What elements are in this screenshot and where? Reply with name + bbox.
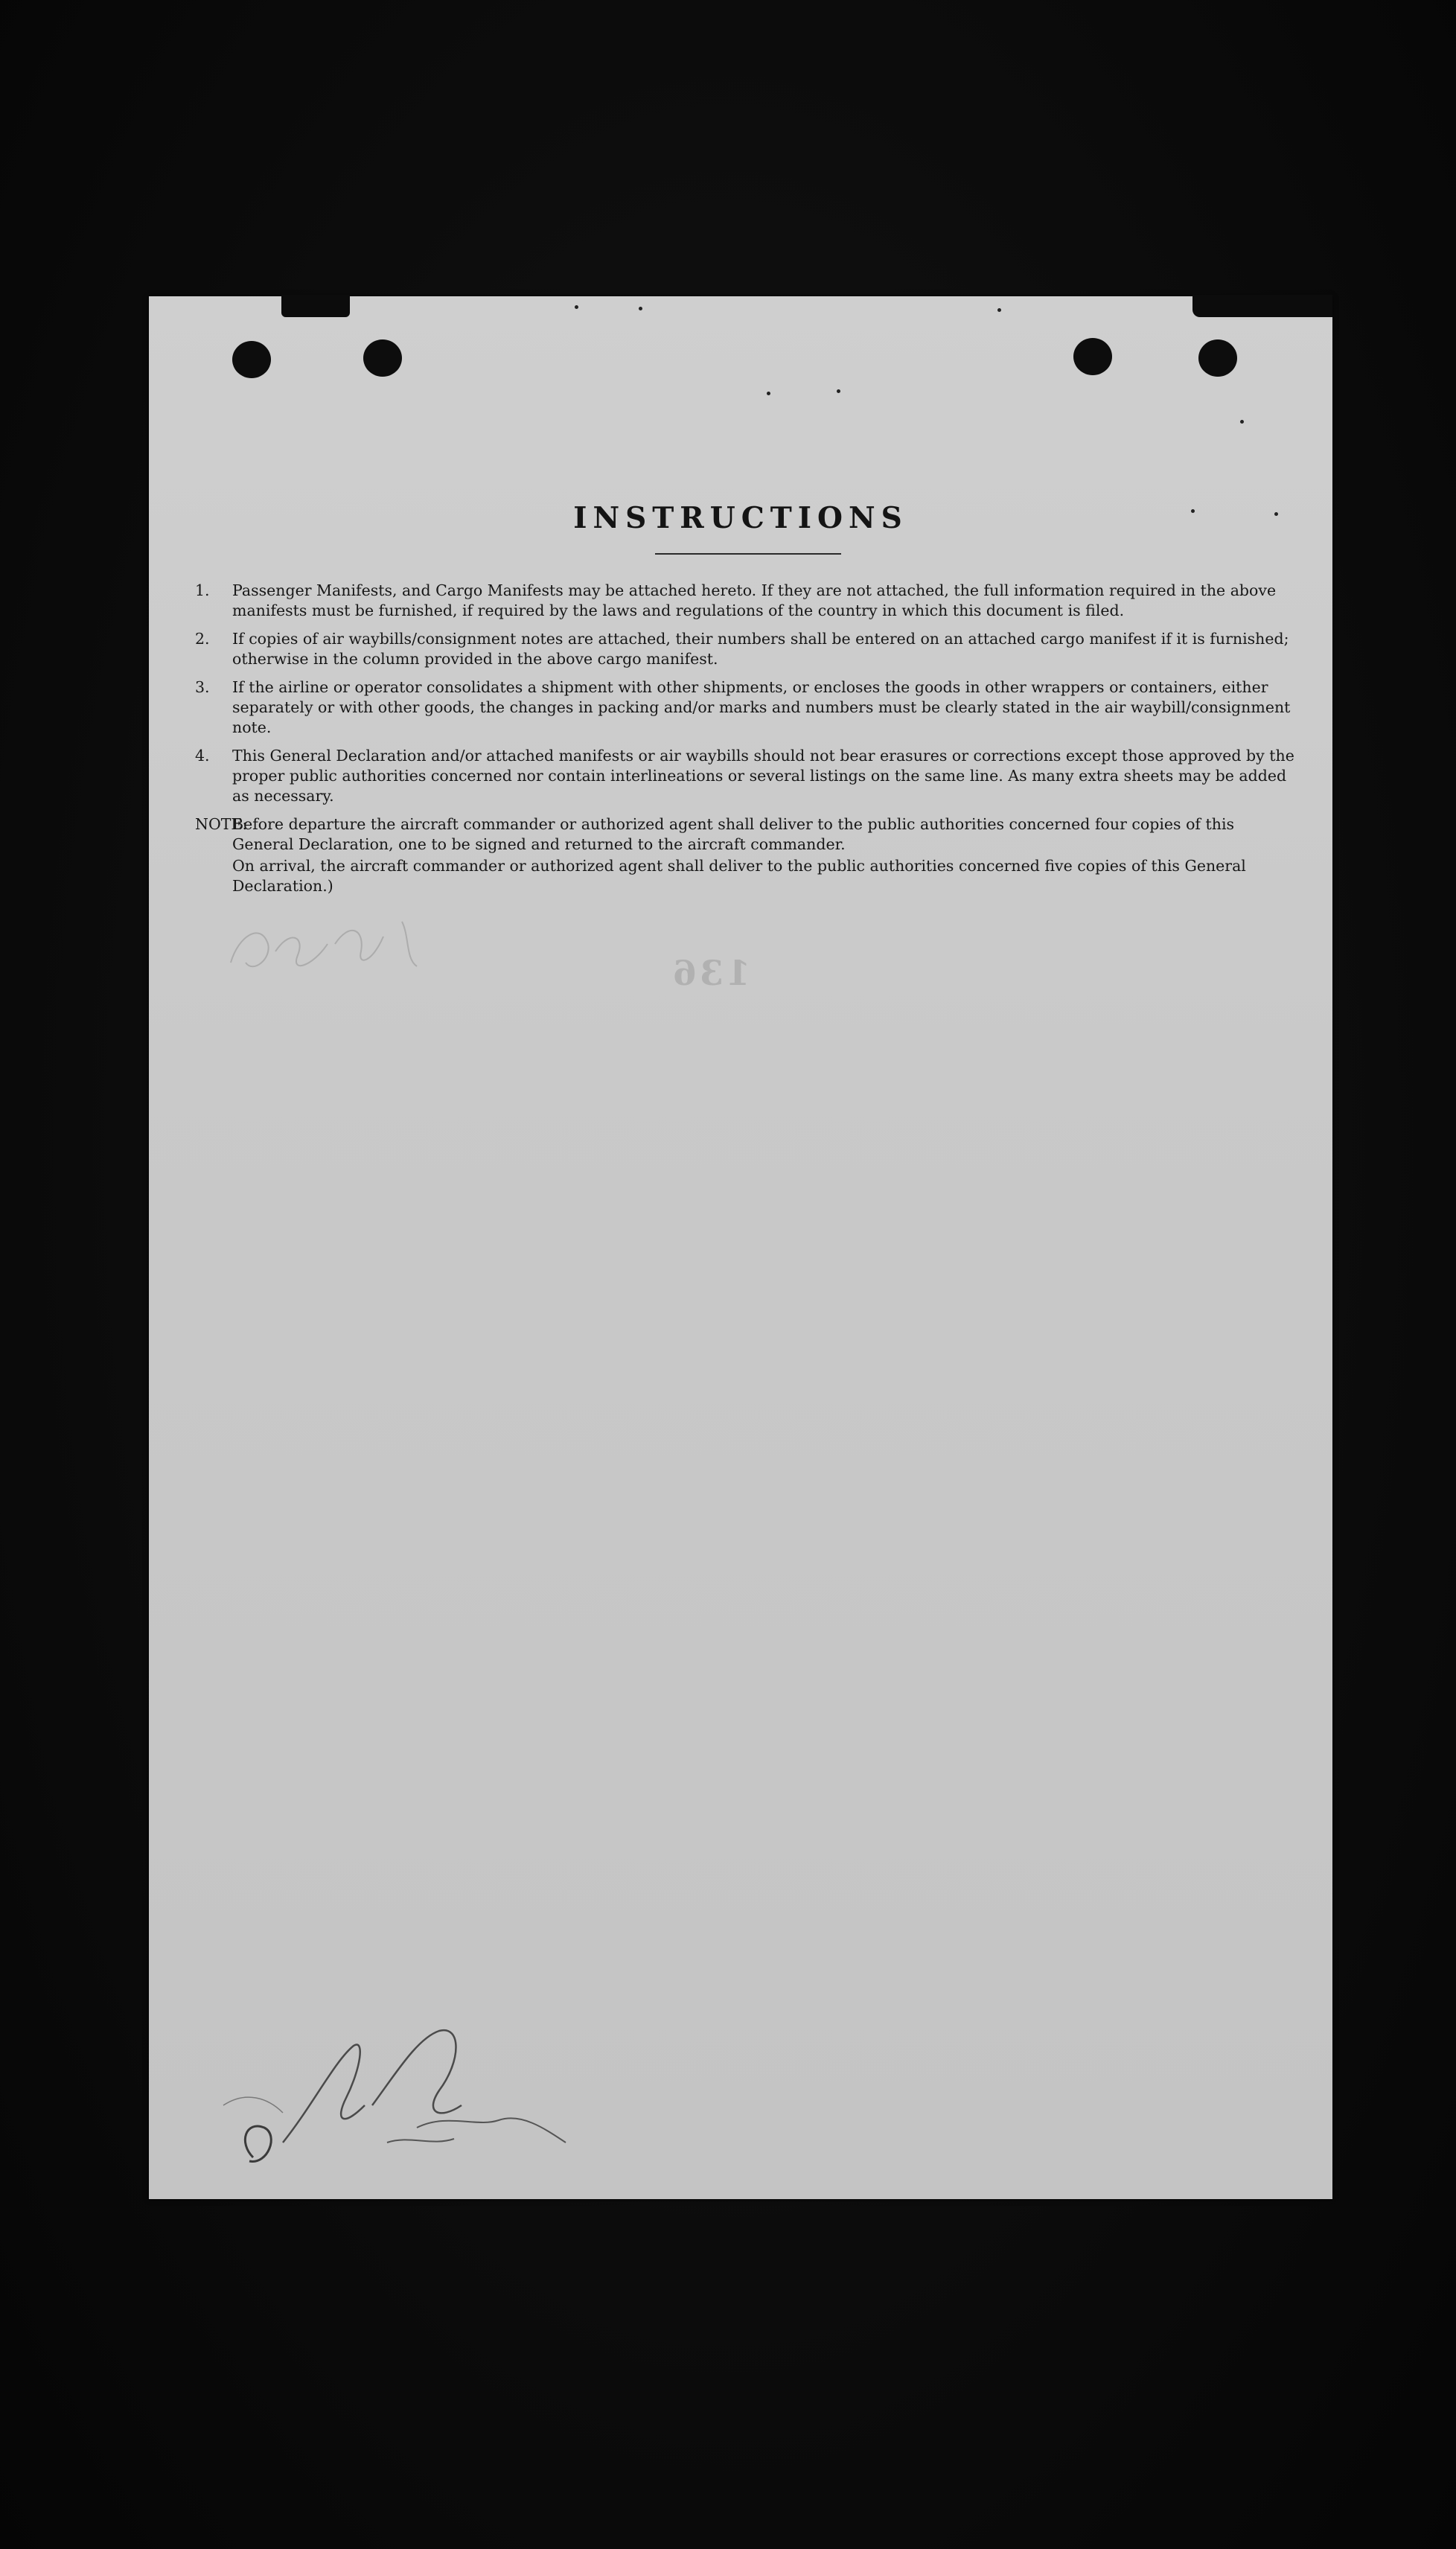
item-text: Passenger Manifests, and Cargo Manifests may be attached hereto. If they are not attached, the full information required in the above manifests must be furnished, if required by the laws and regulations of the country in which this document is filed. (232, 581, 1277, 619)
instructions-list (195, 581, 1300, 898)
item-text: If the airline or operator consolidates a shipment with other shipments, or encloses the goods in other wrappers or containers, either separately or with other goods, the changes in packing and/or marks and numbers must be clearly stated in the air waybill/consignment note. (232, 678, 1291, 736)
page-title: INSTRUCTIONS (573, 501, 908, 535)
note-label: NOTE: (195, 815, 248, 833)
punch-hole-4 (1198, 339, 1237, 377)
item-number: 2. (195, 630, 210, 648)
speck (767, 392, 770, 395)
instruction-item (195, 746, 1300, 806)
note-block (195, 814, 1300, 896)
punch-hole-1 (232, 341, 271, 378)
item-number: 1. (195, 581, 210, 599)
torn-tab-right (1192, 295, 1332, 317)
title-underline (655, 553, 841, 555)
item-number: 3. (195, 678, 210, 696)
item-number: 4. (195, 747, 210, 765)
instruction-item (195, 581, 1300, 621)
punch-hole-3 (1073, 338, 1112, 375)
instruction-item (195, 677, 1300, 738)
speck (639, 307, 642, 310)
speck (575, 305, 578, 309)
handwritten-signature (194, 2016, 581, 2180)
torn-tab-left (281, 295, 350, 317)
document-sheet (149, 296, 1332, 2199)
item-text: This General Declaration and/or attached manifests or air waybills should not bear erasures or corrections except those approved by the proper public authorities concerned nor contain interlineations or several listings on the same line. As many extra sheets may be added as necessary. (232, 747, 1294, 805)
note-paragraph-departure: Before departure the aircraft commander or authorized agent shall deliver to the public authorities concerned four copies of this General Declaration, one to be signed and returned to the aircraft commander. (232, 815, 1235, 853)
instruction-item (195, 629, 1300, 669)
speck (837, 389, 840, 393)
speck (997, 308, 1001, 312)
note-paragraph-arrival: On arrival, the aircraft commander or authorized agent shall deliver to the public authorities concerned five copies of this General Declaration.) (232, 857, 1246, 895)
bleed-through-stamp-number: 136 (670, 953, 751, 993)
punch-hole-2 (363, 339, 402, 377)
speck (1240, 420, 1244, 424)
faint-pencil-marks (179, 892, 462, 989)
item-text: If copies of air waybills/consignment notes are attached, their numbers shall be entered on an attached cargo manifest if it is furnished; otherwise in the column provided in the above cargo manifest. (232, 630, 1289, 668)
